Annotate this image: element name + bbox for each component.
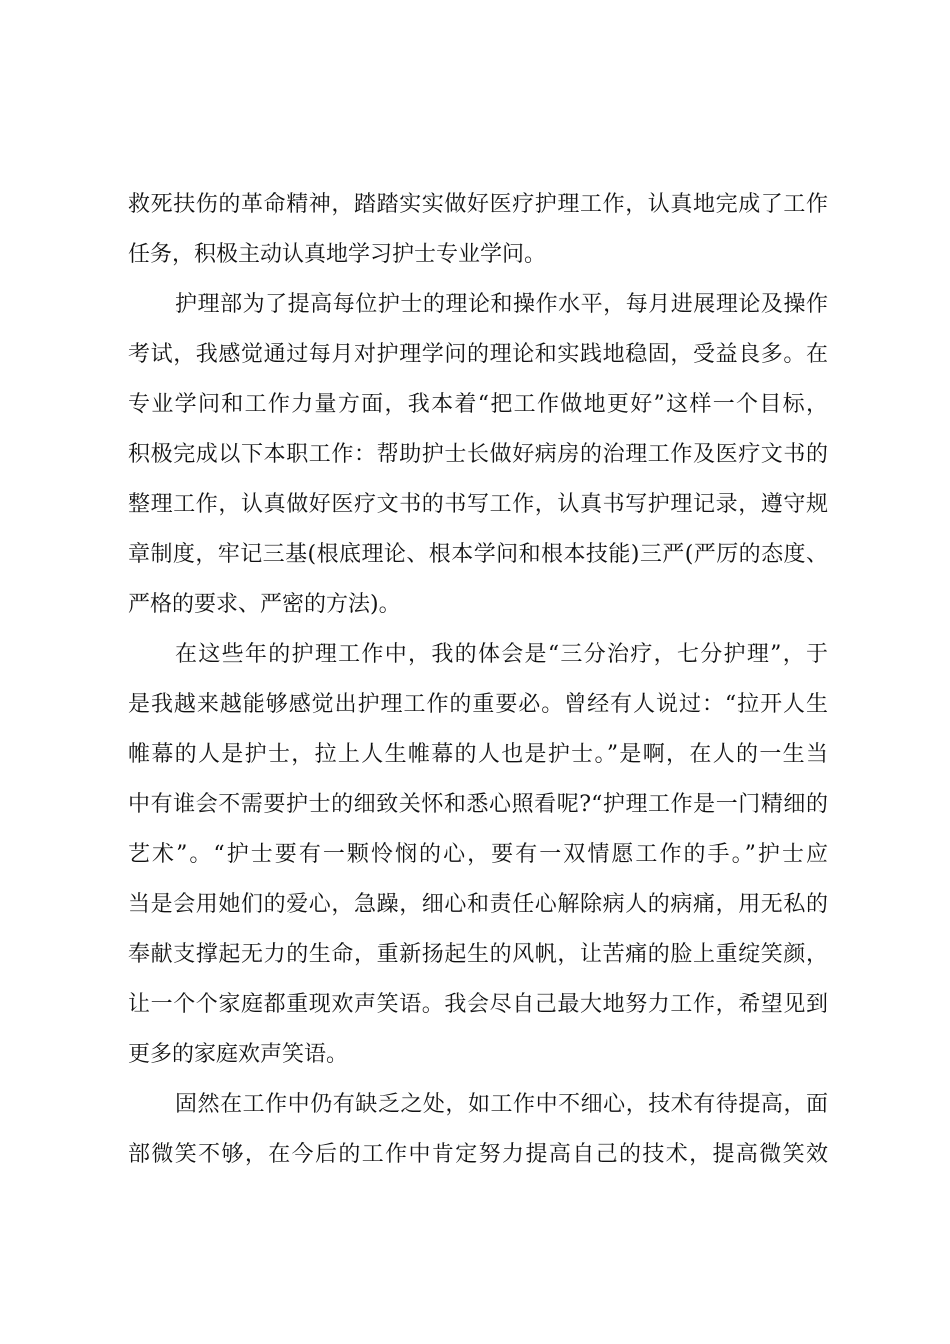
paragraph-first-line: 护理部为了提高每位护士的理论和操作水平，每月进展理论及操作 — [175, 292, 828, 317]
text-line: 部微笑不够，在今后的工作中肯定努力提高自己的技术，提高微笑效 — [128, 1142, 828, 1167]
text-line: 帷幕的人是护士，拉上人生帷幕的人也是护士。”是啊，在人的一生当 — [128, 742, 828, 767]
text-line: 艺术”。“护士要有一颗怜悯的心，要有一双情愿工作的手。”护士应 — [128, 842, 828, 867]
paragraph-first-line: 固然在工作中仍有缺乏之处，如工作中不细心，技术有待提高，面 — [175, 1092, 828, 1117]
text-line: 当是会用她们的爱心，急躁，细心和责任心解除病人的病痛，用无私的 — [128, 892, 828, 917]
text-line: 任务，积极主动认真地学习护士专业学问。 — [128, 242, 547, 267]
paragraph-first-line: 在这些年的护理工作中，我的体会是“三分治疗，七分护理”，于 — [175, 642, 828, 667]
text-line: 救死扶伤的革命精神，踏踏实实做好医疗护理工作，认真地完成了工作 — [128, 192, 828, 217]
text-line: 更多的家庭欢声笑语。 — [128, 1042, 349, 1067]
text-line: 整理工作，认真做好医疗文书的书写工作，认真书写护理记录，遵守规 — [128, 492, 828, 517]
text-line: 是我越来越能够感觉出护理工作的重要必。曾经有人说过：“拉开人生 — [128, 692, 828, 717]
text-line: 专业学问和工作力量方面，我本着“把工作做地更好”这样一个目标， — [128, 392, 828, 417]
text-line: 严格的要求、严密的方法)。 — [128, 592, 401, 617]
text-line: 中有谁会不需要护士的细致关怀和悉心照看呢?“护理工作是一门精细的 — [128, 792, 828, 817]
text-line: 章制度，牢记三基(根底理论、根本学问和根本技能)三严(严厉的态度、 — [128, 542, 828, 567]
text-line: 积极完成以下本职工作：帮助护士长做好病房的治理工作及医疗文书的 — [128, 442, 828, 467]
text-line: 让一个个家庭都重现欢声笑语。我会尽自己最大地努力工作，希望见到 — [128, 992, 828, 1017]
text-line: 奉献支撑起无力的生命，重新扬起生的风帆，让苦痛的脸上重绽笑颜， — [128, 942, 828, 967]
text-line: 考试，我感觉通过每月对护理学问的理论和实践地稳固，受益良多。在 — [128, 342, 828, 367]
